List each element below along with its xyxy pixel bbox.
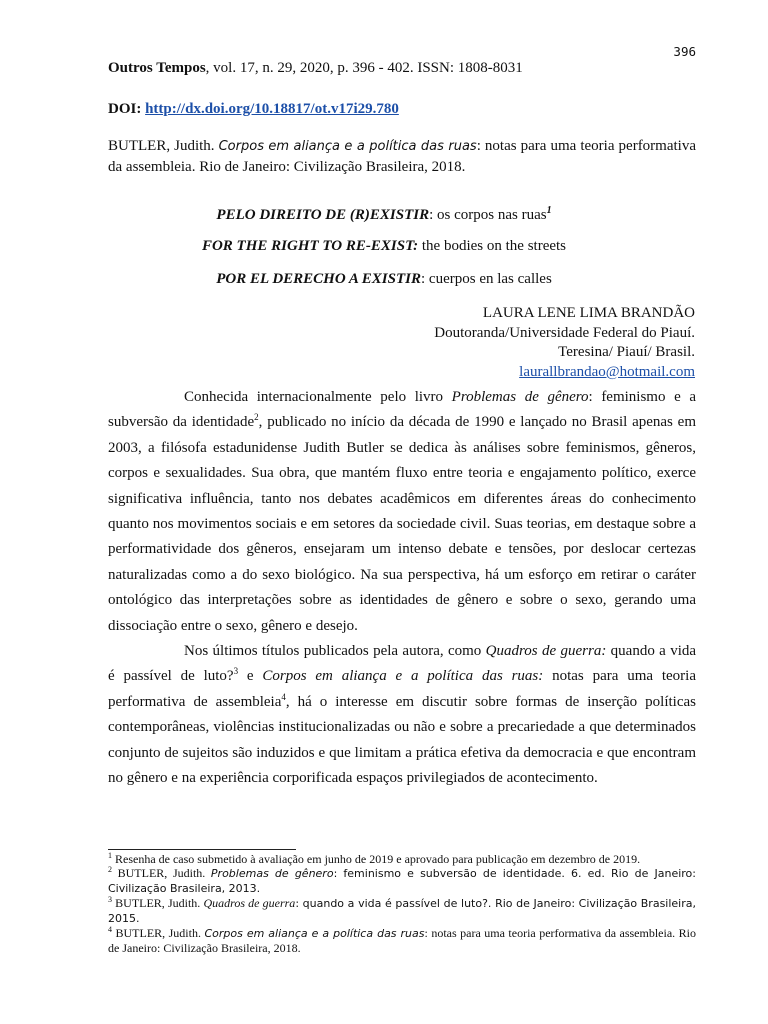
footnote-4-number: 4 — [108, 925, 112, 934]
title-spanish — [0, 271, 768, 288]
p2-book-title-2: Corpos em aliança e a política das ruas: — [262, 668, 544, 685]
footnote-2-rest: : feminismo e subversão de identidade. 6. ed. Rio de Janeiro: Civilização Brasileira, 2013. — [108, 867, 696, 895]
author-affiliation: Doutoranda/Universidade Federal do Piauí. — [434, 324, 695, 341]
journal-details: , vol. 17, n. 29, 2020, p. 396 - 402. ISSN: 1808-8031 — [205, 60, 523, 76]
footnote-1 — [108, 852, 696, 866]
p2-text-d: notas para uma teoria performativa de assembleia — [108, 668, 696, 710]
title-en-bold: FOR THE RIGHT TO RE-EXIST: — [201, 238, 419, 254]
footnote-2-title: Problemas de gênero — [210, 867, 334, 880]
footnote-2-number: 2 — [108, 865, 112, 874]
title-es-bold: POR EL DERECHO A EXISTIR — [216, 271, 421, 287]
footnote-2 — [108, 866, 696, 896]
reference-rest: : notas para uma teoria performativa da assembleia. Rio de Janeiro: Civilização Brasileira, 2018. — [108, 138, 696, 175]
p2-text-e: , há o interesse em discutir sobre formas de inserção políticas contemporâneas, violências institucionalizadas ou não e sobre a precariedade a que determinados conjunto de sujeitos são induzidos e que limitam a prática efetiva da democracia e que encontram no gênero e na experiência corporificada espaços privilegiados de acontecimento. — [108, 693, 696, 787]
footnote-4 — [108, 926, 696, 955]
footnote-4-author: BUTLER, Judith. — [112, 926, 205, 940]
journal-header — [108, 60, 523, 77]
title-en-rest: the bodies on the streets — [418, 238, 567, 254]
title-english — [0, 238, 768, 255]
doi-link[interactable]: http://dx.doi.org/10.18817/ot.v17i29.780 — [145, 101, 399, 117]
footnote-3 — [108, 896, 696, 926]
p1-book-title: Problemas de gênero — [451, 389, 589, 405]
author-email-link[interactable]: laurallbrandao@hotmail.com — [519, 363, 695, 380]
footnote-3-number: 3 — [108, 895, 112, 904]
p1-footnote-mark: 2 — [254, 412, 259, 423]
footnote-3-title: Quadros de guerra — [203, 896, 296, 910]
p2-footnote-mark-1: 3 — [233, 666, 239, 677]
author-name: LAURA LENE LIMA BRANDÃO — [482, 305, 695, 321]
p1-text-b: : feminismo e a subversão da identidade — [108, 389, 696, 431]
title-pt-bold: PELO DIREITO DE (R)EXISTIR — [216, 207, 430, 223]
p2-text-b: quando a vida é passível de luto? — [108, 643, 697, 685]
title-portuguese — [0, 205, 768, 224]
author-block — [434, 304, 695, 382]
footnote-3-author: BUTLER, Judith. — [112, 896, 204, 910]
p1-text-a: Conhecida internacionalmente pelo livro — [184, 389, 452, 405]
reference-title: Corpos em aliança e a política das ruas — [218, 139, 477, 154]
footnote-4-title: Corpos em aliança e a política das ruas — [204, 927, 425, 940]
journal-name: Outros Tempos — [108, 60, 206, 76]
footnotes — [108, 852, 696, 955]
paragraph-2 — [108, 639, 696, 791]
footnote-1-text: Resenha de caso submetido à avaliação em junho de 2019 e aprovado para publicação em dezembro de 2019. — [112, 852, 641, 866]
p2-footnote-mark-2: 4 — [281, 691, 286, 702]
p2-text-c: e — [238, 668, 263, 685]
author-location: Teresina/ Piauí/ Brasil. — [558, 344, 695, 360]
footnote-4-rest: : notas para uma teoria performativa da assembleia. Rio de Janeiro: Civilização Brasileira, 2018. — [108, 926, 696, 955]
footnote-separator — [108, 849, 296, 850]
paragraph-1 — [108, 385, 696, 639]
footnote-1-number: 1 — [108, 851, 112, 860]
doi-line — [108, 101, 399, 118]
p2-text-a: Nos últimos títulos publicados pela autora, como — [184, 643, 486, 660]
footnote-2-author: BUTLER, Judith. — [112, 866, 211, 880]
footnote-3-rest: : quando a vida é passível de luto?. Rio de Janeiro: Civilização Brasileira, 2015. — [108, 897, 696, 925]
p1-text-c: , publicado no início da década de 1990 e lançado no Brasil apenas em 2003, a filósofa estadunidense Judith Butler se dedica às análises sobre feminismos, gêneros, corpos e sexualidades. Sua obra, que mantém fluxo entre teoria e engajamento político, exerce significativa influência, tanto nos debates acadêmicos em diferentes áreas do conhecimento quanto nos movimentos sociais e em setores da sociedade civil. Suas teorias, em destaque sobre a performatividade dos gêneros, ensejaram um intenso debate e tensões, por deslocar certezas naturalizadas como a do sexo biológico. Na sua perspectiva, há um esforço em retirar o caráter ontológico das interpretações sobre as identidades de gênero e sobre o sexo, gerando uma dissociação entre o sexo, gênero e desejo. — [108, 414, 696, 634]
body-text — [108, 385, 696, 792]
title-es-rest: : cuerpos en las calles — [421, 271, 552, 287]
reference-author: BUTLER, Judith. — [108, 138, 219, 154]
page-number: 396 — [673, 44, 696, 59]
doi-label: DOI: — [108, 101, 146, 117]
review-reference — [108, 136, 696, 177]
title-pt-rest: : os corpos nas ruas — [429, 207, 547, 223]
p2-book-title-1: Quadros de guerra: — [485, 643, 611, 660]
title-pt-footnote-mark: 1 — [546, 205, 552, 216]
